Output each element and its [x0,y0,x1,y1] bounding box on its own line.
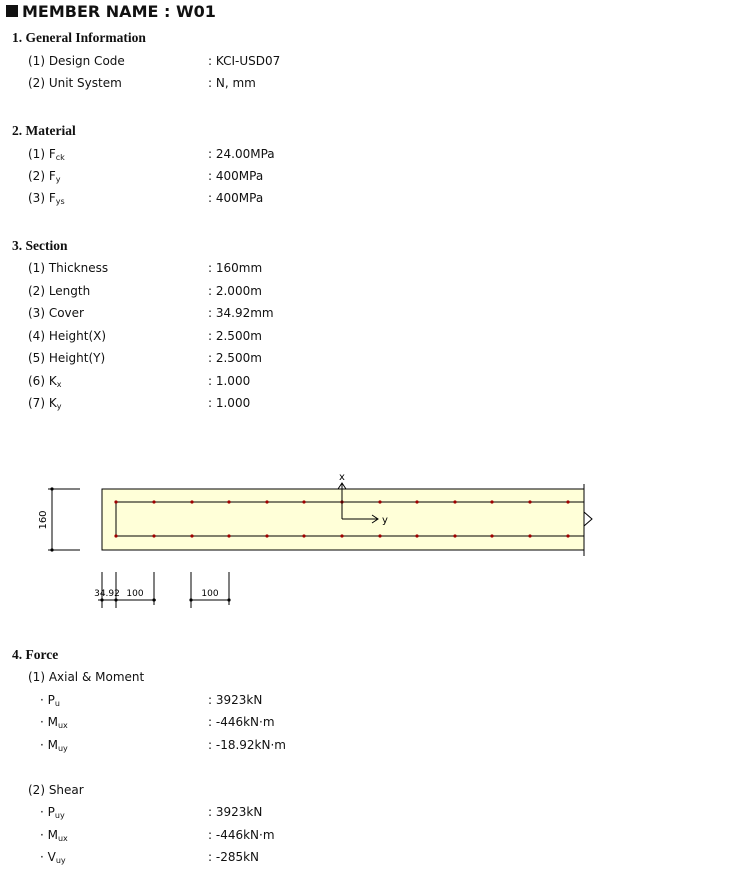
cover-value: : 34.92mm [208,306,274,320]
thickness-dim-label: 160 [38,510,49,530]
ky-label: (7) $K_y$ [28,396,62,411]
rebar-dot [340,534,343,537]
rebar-dot [265,500,268,503]
shear-vuy-label: · $V_{uy}$ [40,850,66,865]
heading-section: 3. Section [12,238,68,253]
dim-tick [189,598,192,601]
height-x-value: : 2.500m [208,329,262,343]
break-symbol [584,484,592,556]
kx-label: (6) $K_x$ [28,374,62,389]
rebar-dot [528,534,531,537]
mux-label: · $M_{ux}$ [40,715,68,730]
muy-row [0,737,752,753]
rebar-dot [566,534,569,537]
shear-subheading: (2) Shear [28,783,84,797]
dim-tick [50,487,53,490]
rebar-dot [490,534,493,537]
cover-dim-label: 34.92 [94,589,120,599]
shear-puy-label: · $P_{uy}$ [40,805,65,820]
thickness-value: : 160mm [208,261,263,275]
muy-label: · $M_{uy}$ [40,738,68,753]
rebar-dot [302,534,305,537]
fck-label: (1) $F_{ck}$ [28,147,65,162]
unit-system-label: (2) Unit System [28,76,122,90]
rebar-dot [415,534,418,537]
dim-tick [152,598,155,601]
rebar-dot [528,500,531,503]
rebar-dot [190,534,193,537]
ky-value: : 1.000 [208,396,251,410]
length-label: (2) Length [28,284,91,298]
rebar-dot [566,500,569,503]
pu-value: : 3923kN [208,693,263,707]
fy-label: (2) $F_y$ [28,169,61,184]
shear-vuy-row [0,849,752,865]
rebar-dot [190,500,193,503]
height-y-value: : 2.500m [208,351,262,365]
shear-mux-value: : -446kN·m [208,828,275,842]
shear-vuy-value: : -285kN [208,850,260,864]
spacing-dim-label-2: 100 [201,589,219,599]
heading-material: 2. Material [12,123,76,138]
rebar-dot [265,534,268,537]
pu-row [0,692,752,708]
mux-value: : -446kN·m [208,715,275,729]
heading-force: 4. Force [12,647,59,662]
rebar-dot [152,534,155,537]
rebar-dot [378,534,381,537]
kx-value: : 1.000 [208,374,251,388]
thickness-dimension [48,489,80,550]
axis-y-label: y [382,515,388,526]
axial-moment-subheading: (1) Axial & Moment [28,670,145,684]
member-name: MEMBER NAME : W01 [22,2,216,21]
design-code-label: (1) Design Code [28,54,125,68]
cover-label: (3) Cover [28,306,84,320]
fy-value: : 400MPa [208,169,264,183]
rebar-dot [302,500,305,503]
design-code-value: : KCI-USD07 [208,54,281,68]
dim-tick [50,548,53,551]
rebar-dot [114,500,117,503]
rebar-dot [490,500,493,503]
spacing-dim-label: 100 [126,589,144,599]
rebar-dot [152,500,155,503]
height-x-label: (4) Height(X) [28,329,107,343]
fys-label: (3) $F_{ys}$ [28,191,65,206]
axis-x-label: x [339,472,345,483]
shear-puy-value: : 3923kN [208,805,263,819]
mux-row [0,714,752,730]
rebar-dot [415,500,418,503]
rebar-dot [453,500,456,503]
rebar-dot [227,500,230,503]
heading-general: 1. General Information [12,30,146,45]
shear-mux-label: · $M_{ux}$ [40,828,68,843]
rebar-dot [378,500,381,503]
fys-value: : 400MPa [208,191,264,205]
shear-puy-row [0,804,752,820]
length-value: : 2.000m [208,284,262,298]
muy-value: : -18.92kN·m [208,738,286,752]
pu-label: · $P_u$ [40,693,60,708]
rebar-dot [453,534,456,537]
rebar-dot [227,534,230,537]
rebar-dot [114,534,117,537]
dim-tick [227,598,230,601]
shear-mux-row [0,827,752,843]
unit-system-value: : N, mm [208,76,256,90]
height-y-label: (5) Height(Y) [28,351,106,365]
thickness-label: (1) Thickness [28,261,109,275]
fck-value: : 24.00MPa [208,147,275,161]
